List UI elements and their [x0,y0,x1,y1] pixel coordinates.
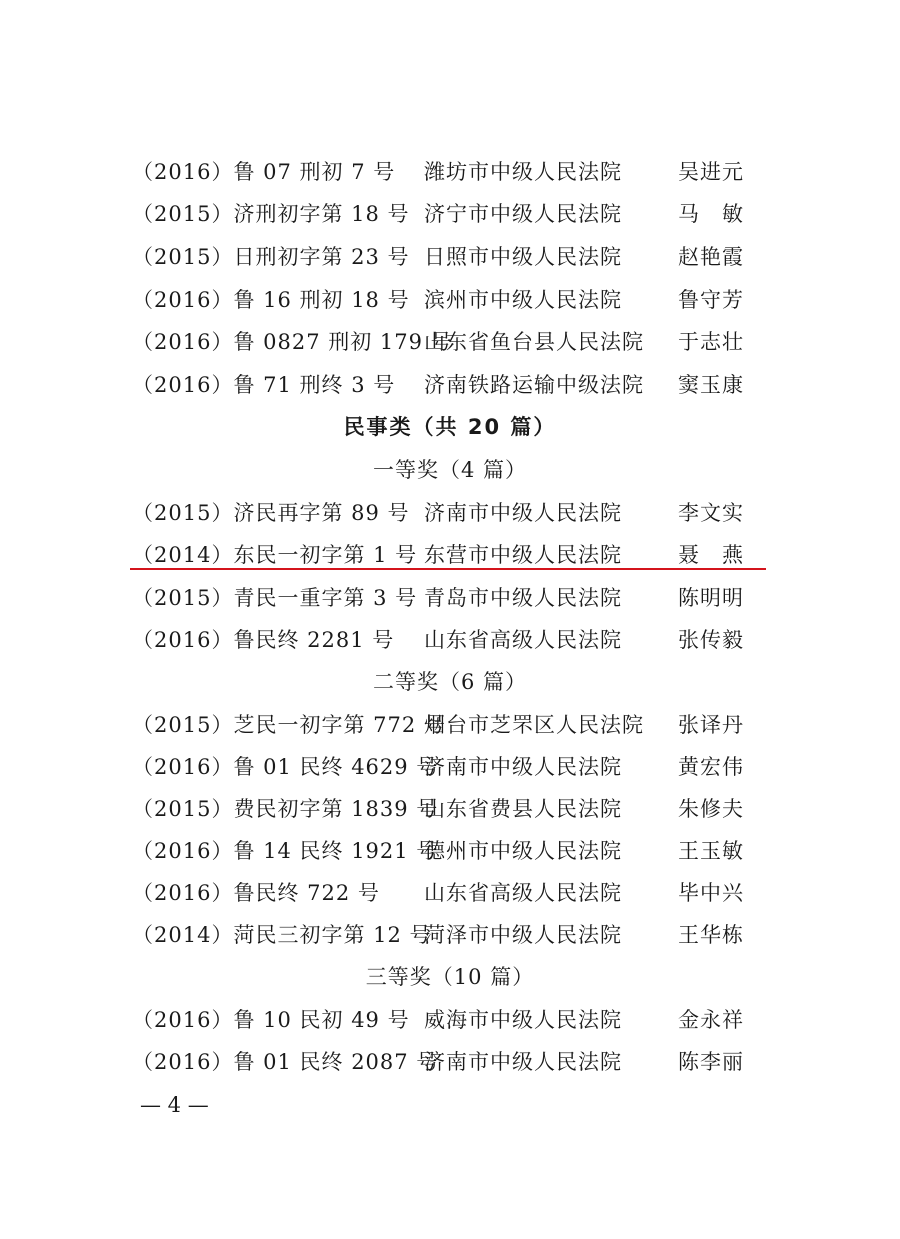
third-prize-heading: 三等奖（10 篇） [365,965,535,989]
author-name: 马 敏 [678,202,744,226]
case-number: （2015）青民一重字第 3 号 [132,586,418,610]
case-number: （2016）鲁民终 722 号 [132,881,380,905]
court-name: 济南铁路运输中级法院 [424,373,644,397]
table-row [0,876,900,910]
author-name: 王玉敏 [678,839,744,863]
author-name: 于志壮 [678,330,744,354]
table-row [0,538,900,572]
court-name: 菏泽市中级人民法院 [424,923,622,947]
second-prize-heading: 二等奖（6 篇） [372,670,528,694]
court-name: 山东省鱼台县人民法院 [424,330,644,354]
author-name: 金永祥 [678,1008,744,1032]
author-name: 赵艳霞 [678,245,744,269]
author-name: 陈李丽 [678,1050,744,1074]
court-name: 威海市中级人民法院 [424,1008,622,1032]
table-row [0,1045,900,1079]
section-heading-civil: 民事类（共 20 篇） [343,415,557,439]
case-number: （2014）菏民三初字第 12 号 [132,923,432,947]
table-row [0,155,900,189]
author-name: 黄宏伟 [678,755,744,779]
court-name: 烟台市芝罘区人民法院 [424,713,644,737]
case-number: （2016）鲁 01 民终 2087 号 [132,1050,439,1074]
author-name: 陈明明 [678,586,744,610]
court-name: 滨州市中级人民法院 [424,288,622,312]
first-prize-heading: 一等奖（4 篇） [372,458,528,482]
case-number: （2015）芝民一初字第 772 号 [132,713,446,737]
court-name: 东营市中级人民法院 [424,543,622,567]
case-number: （2015）费民初字第 1839 号 [132,797,439,821]
case-number: （2016）鲁民终 2281 号 [132,628,395,652]
table-row [0,750,900,784]
table-row [0,240,900,274]
case-number: （2015）济民再字第 89 号 [132,501,410,525]
table-row [0,792,900,826]
red-separator-rule [130,568,766,570]
court-name: 青岛市中级人民法院 [424,586,622,610]
author-name: 李文实 [678,501,744,525]
court-name: 山东省费县人民法院 [424,797,622,821]
case-number: （2016）鲁 0827 刑初 179 号 [132,330,453,354]
case-number: （2014）东民一初字第 1 号 [132,543,418,567]
court-name: 济南市中级人民法院 [424,1050,622,1074]
table-row [0,1003,900,1037]
table-row [0,708,900,742]
author-name: 鲁守芳 [678,288,744,312]
table-row [0,623,900,657]
case-number: （2016）鲁 16 刑初 18 号 [132,288,410,312]
court-name: 潍坊市中级人民法院 [424,160,622,184]
table-row [0,581,900,615]
case-number: （2016）鲁 14 民终 1921 号 [132,839,439,863]
table-row [0,918,900,952]
court-name: 济宁市中级人民法院 [424,202,622,226]
table-row [0,283,900,317]
author-name: 窦玉康 [678,373,744,397]
author-name: 吴进元 [678,160,744,184]
court-name: 济南市中级人民法院 [424,501,622,525]
court-name: 济南市中级人民法院 [424,755,622,779]
author-name: 朱修夫 [678,797,744,821]
page-number: — 4 — [140,1093,209,1117]
court-name: 山东省高级人民法院 [424,628,622,652]
author-name: 张译丹 [678,713,744,737]
case-number: （2015）济刑初字第 18 号 [132,202,410,226]
table-row [0,368,900,402]
case-number: （2016）鲁 01 民终 4629 号 [132,755,439,779]
case-number: （2016）鲁 10 民初 49 号 [132,1008,410,1032]
case-number: （2015）日刑初字第 23 号 [132,245,410,269]
table-row [0,197,900,231]
table-row [0,496,900,530]
court-name: 日照市中级人民法院 [424,245,622,269]
court-name: 德州市中级人民法院 [424,839,622,863]
author-name: 毕中兴 [678,881,744,905]
case-number: （2016）鲁 71 刑终 3 号 [132,373,396,397]
author-name: 聂 燕 [678,543,744,567]
table-row [0,325,900,359]
table-row [0,834,900,868]
author-name: 王华栋 [678,923,744,947]
court-name: 山东省高级人民法院 [424,881,622,905]
author-name: 张传毅 [678,628,744,652]
case-number: （2016）鲁 07 刑初 7 号 [132,160,396,184]
